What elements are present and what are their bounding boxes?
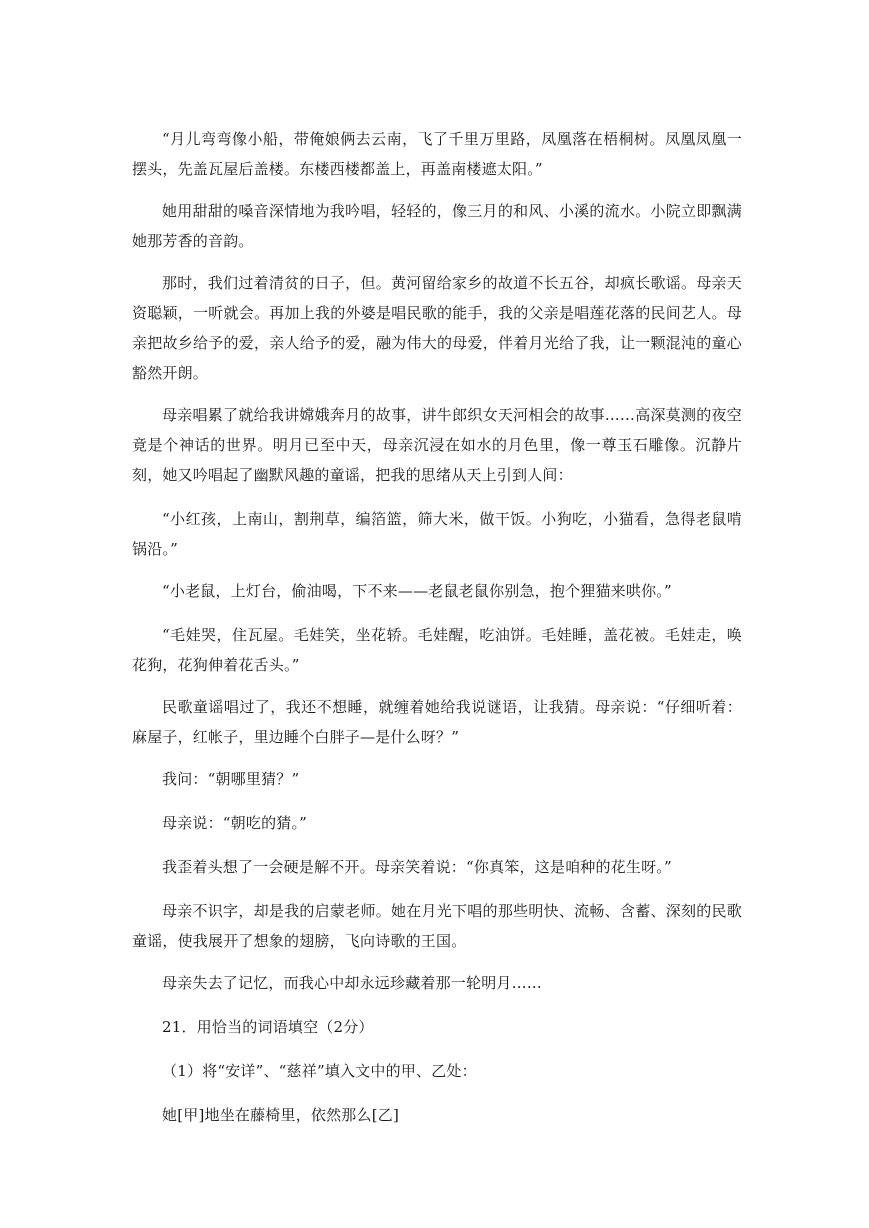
- paragraph-myth-stories: 母亲唱累了就给我讲嫦娥奔月的故事，讲牛郎织女天河相会的故事……高深莫测的夜空竟是个神话的世界。明月已至中天，母亲沉浸在如水的月色里，像一尊玉石雕像。沉静片刻，她又吟唱起了幽默风趣的童谣，把我的思绪从天上引到人间：: [132, 406, 742, 484]
- paragraph-rhyme-little-mouse: “小老鼠，上灯台，偷油喝，下不来——老鼠老鼠你别急，抱个狸猫来哄你。”: [162, 582, 672, 600]
- question-21-fill-sentence: 她[甲]地坐在藤椅里，依然那么[乙]: [162, 1106, 400, 1124]
- paragraph-mother-singing: 她用甜甜的嗓音深情地为我吟唱，轻轻的，像三月的和风、小溪的流水。小院立即飘满她那芳香的音韵。: [132, 202, 742, 250]
- paragraph-peanut-answer: 我歪着头想了一会硬是解不开。母亲笑着说：“你真笨，这是咱种的花生呀。”: [162, 858, 672, 876]
- paragraph-poor-days: 那时，我们过着清贫的日子，但。黄河留给家乡的故道不长五谷，却疯长歌谣。母亲天资聪颖，一听就会。再加上我的外婆是唱民歌的能手，我的父亲是唱莲花落的民间艺人。母亲把故乡给予的爱，亲人给予的爱，融为伟大的母爱，伴着月光给了我，让一颗混沌的童心豁然开朗。: [132, 274, 742, 382]
- paragraph-rhyme-little-red: “小红孩，上南山，割荆草，编箔篮，筛大米，做干饭。小狗吃，小猫看，急得老鼠啃锅沿。”: [132, 510, 742, 558]
- paragraph-song-moon-boat: “月儿弯弯像小船，带俺娘俩去云南，飞了千里万里路，凤凰落在梧桐树。凤凰凤凰一摆头，先盖瓦屋后盖楼。东楼西楼都盖上，再盖南楼遮太阳。”: [132, 130, 742, 178]
- question-21-heading: 21．用恰当的词语填空（2分）: [162, 1018, 374, 1036]
- paragraph-memory-lost: 母亲失去了记忆，而我心中却永远珍藏着那一轮明月……: [162, 974, 543, 992]
- paragraph-mother-says: 母亲说：“朝吃的猜。”: [162, 814, 308, 832]
- paragraph-riddle: 民歌童谣唱过了，我还不想睡，就缠着她给我说谜语，让我猜。母亲说：“仔细听着：麻屋子，红帐子，里边睡个白胖子—是什么呀？”: [132, 698, 742, 746]
- question-21-part-1: （1）将“安详”、“慈祥”填入文中的甲、乙处：: [162, 1062, 477, 1080]
- paragraph-i-ask: 我问：“朝哪里猜？”: [162, 770, 300, 788]
- paragraph-enlightenment: 母亲不识字，却是我的启蒙老师。她在月光下唱的那些明快、流畅、含蓄、深刻的民歌童谣，使我展开了想象的翅膀，飞向诗歌的王国。: [132, 902, 742, 950]
- paragraph-rhyme-mao-wa: “毛娃哭，住瓦屋。毛娃笑，坐花轿。毛娃醒，吃油饼。毛娃睡，盖花被。毛娃走，唤花狗，花狗伸着花舌头。”: [132, 626, 742, 674]
